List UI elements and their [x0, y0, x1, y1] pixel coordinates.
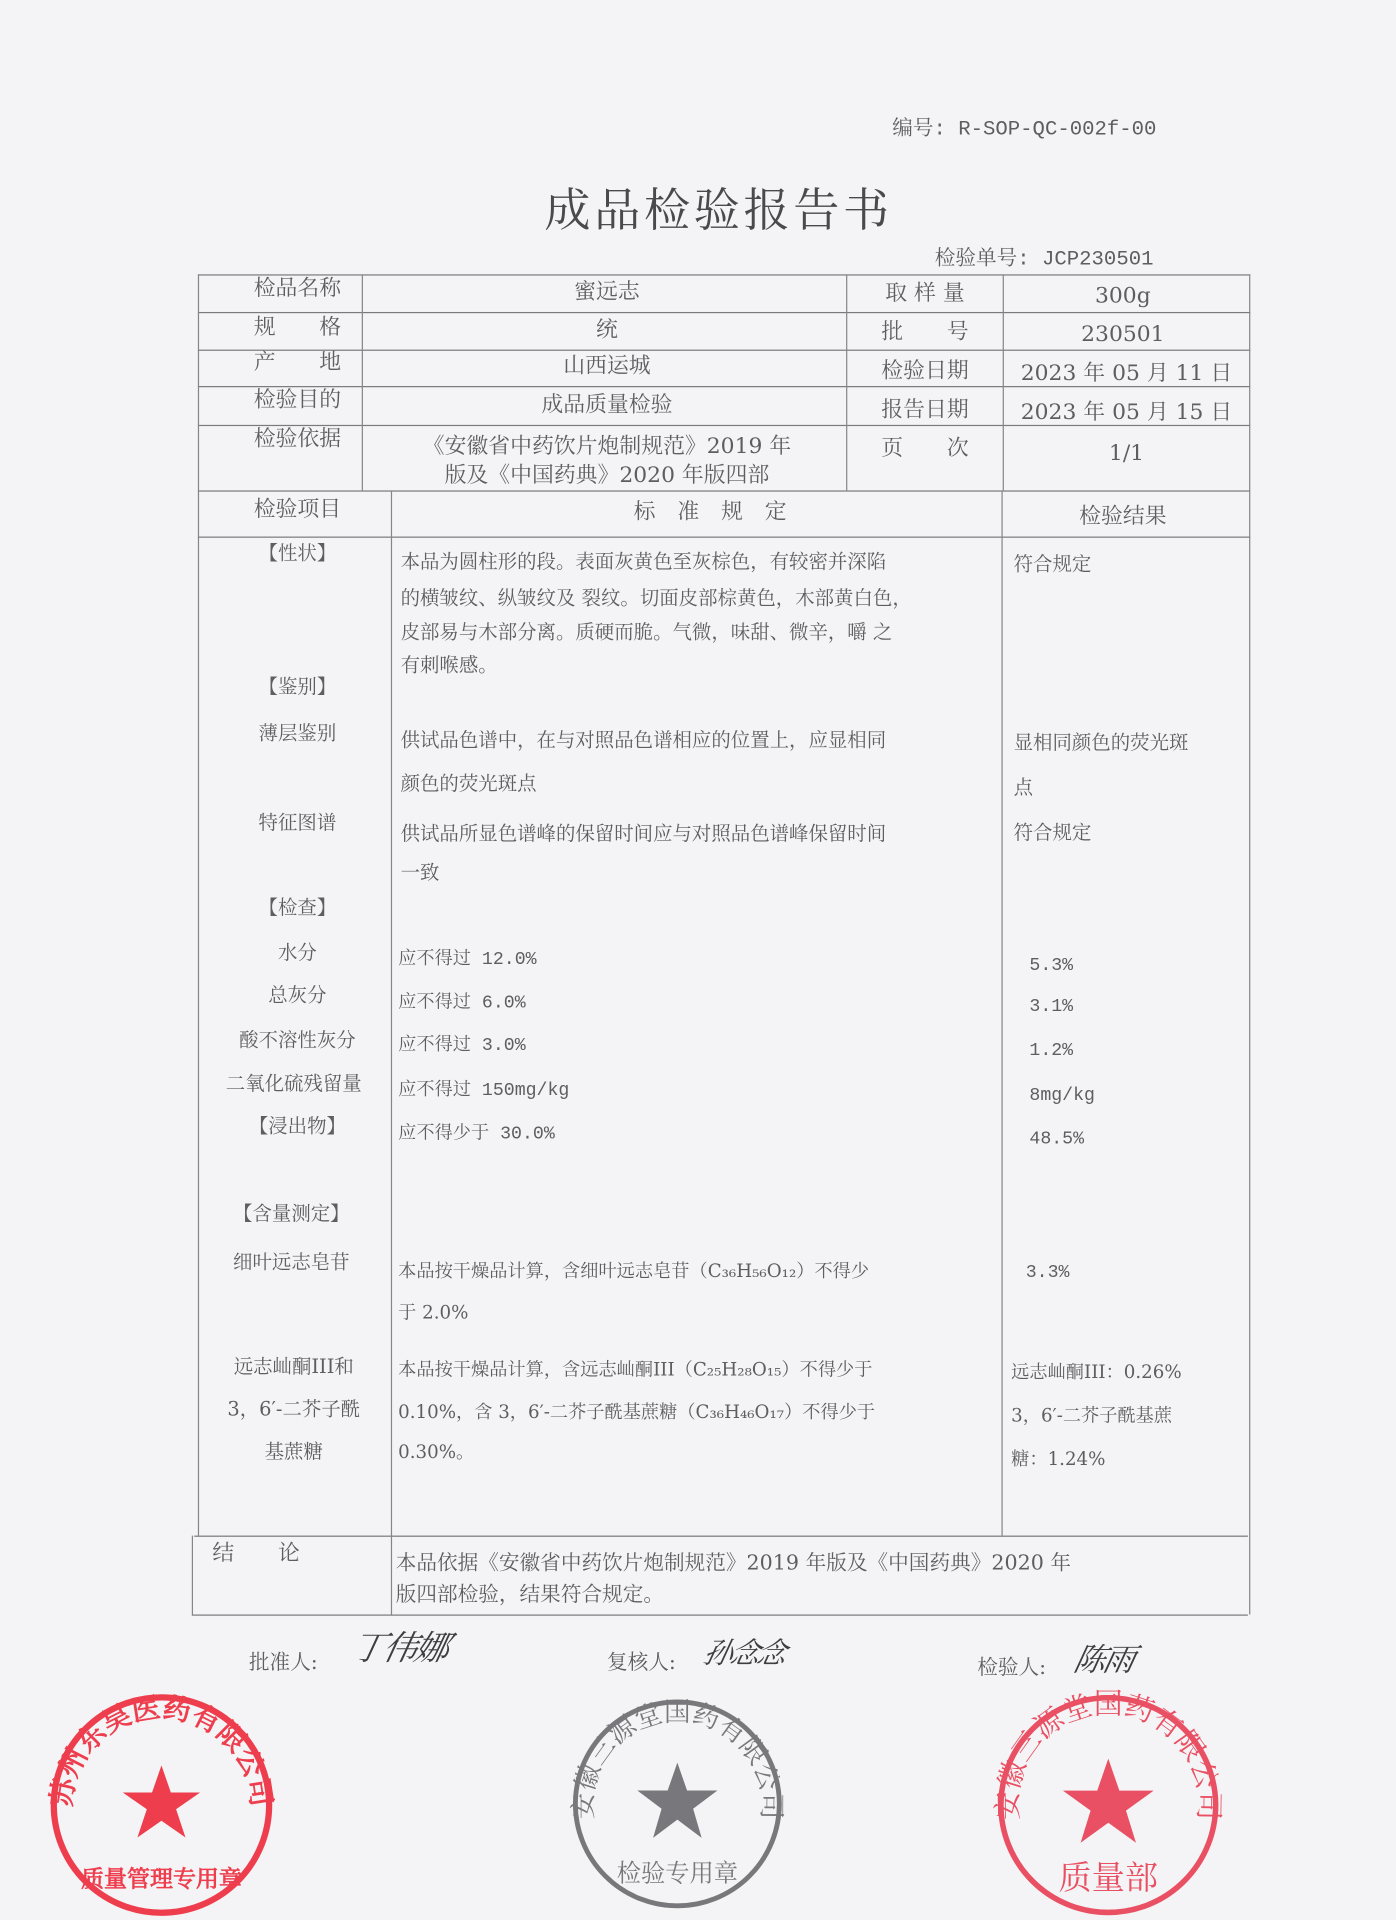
origin-label: 产 地 — [253, 349, 342, 376]
inspector-signature: 陈雨 — [1070, 1642, 1137, 1679]
svg-text:检验专用章: 检验专用章 — [616, 1858, 739, 1888]
total-ash-label: 总灰分 — [268, 983, 327, 1007]
xanthone-std-line: 0.10%，含 3，6′-二芥子酰基蔗糖（C₃₆H₄₆O₁₇）不得少于 — [398, 1400, 876, 1423]
inspection-stamp — [568, 1696, 787, 1911]
appearance-std-line: 本品为圆柱形的段。表面灰黄色至灰棕色，有较密并深陷 — [400, 549, 887, 573]
reviewer-signature: 孙念念 — [700, 1636, 788, 1671]
batch-value: 230501 — [1081, 321, 1165, 348]
test-date-value: 2023 年 05 月 11 日 — [1020, 360, 1233, 387]
fingerprint-std-line: 供试品所显色谱峰的保留时间应与对照品色谱峰保留时间 — [400, 821, 887, 845]
moisture-label: 水分 — [277, 940, 317, 964]
acid-insoluble-ash-result: 1.2% — [1029, 1040, 1074, 1061]
xanthone-std-line: 0.30%。 — [398, 1440, 475, 1463]
tenuifolin-label: 细叶远志皂苷 — [233, 1250, 350, 1274]
extract-result: 48.5% — [1029, 1128, 1085, 1150]
page-label: 页 次 — [881, 435, 969, 462]
basis-line-1: 《安徽省中药饮片炮制规范》2019 年 — [422, 433, 792, 459]
column-header-standard: 标 准 规 定 — [633, 498, 787, 525]
moisture-result: 5.3% — [1029, 955, 1074, 976]
moisture-std: 应不得过 12.0% — [398, 949, 537, 970]
test-date-label: 检验日期 — [881, 358, 969, 384]
xanthone-std-line: 本品按干燥品计算，含远志屾酮III（C₂₅H₂₈O₁₅）不得少于 — [398, 1358, 873, 1381]
appearance-std-line: 皮部易与木部分离。质硬而脆。气微，味甜、微辛，嚼 之 — [400, 620, 893, 644]
acid-insoluble-ash-std: 应不得过 3.0% — [398, 1035, 526, 1057]
report-date-value: 2023 年 05 月 15 日 — [1020, 399, 1233, 425]
basis-label: 检验依据 — [253, 426, 342, 452]
tenuifolin-std-line: 本品按干燥品计算，含细叶远志皂苷（C₃₆H₅₆O₁₂）不得少 — [398, 1260, 870, 1282]
check-label: 【检查】 — [258, 895, 337, 919]
star-icon — [1063, 1759, 1154, 1843]
appearance-result: 符合规定 — [1013, 552, 1092, 576]
tlc-std-line: 颜色的荧光斑点 — [400, 772, 537, 796]
origin-value: 山西运城 — [563, 353, 651, 379]
xanthone-result-line: 远志屾酮III：0.26% — [1011, 1360, 1182, 1383]
appearance-std-line: 有刺喉感。 — [400, 653, 498, 677]
inspector-label: 检验人: — [977, 1655, 1047, 1681]
xanthone-label-line: 基蔗糖 — [264, 1439, 323, 1463]
tenuifolin-result: 3.3% — [1025, 1262, 1070, 1284]
column-header-result: 检验结果 — [1079, 503, 1167, 530]
spec-label: 规 格 — [253, 314, 342, 340]
sample-quantity-label: 取 样 量 — [885, 280, 965, 306]
purpose-value: 成品质量检验 — [541, 392, 673, 418]
svg-text:质量部: 质量部 — [1058, 1858, 1159, 1898]
document-code: 编号: R-SOP-QC-002f-00 — [892, 118, 1157, 143]
product-name-value: 蜜远志 — [574, 279, 640, 305]
star-icon — [123, 1765, 200, 1837]
svg-text:安徽三源堂国药有限公司: 安徽三源堂国药有限公司 — [568, 1696, 787, 1820]
xanthone-result-line: 3，6′-二芥子酰基蔗 — [1011, 1404, 1173, 1427]
tlc-result-line: 点 — [1013, 775, 1034, 799]
purpose-label: 检验目的 — [253, 387, 342, 413]
total-ash-result: 3.1% — [1029, 996, 1074, 1018]
spec-value: 统 — [596, 316, 618, 343]
qa-department-stamp — [990, 1686, 1227, 1918]
reviewer-label: 复核人: — [606, 1650, 676, 1676]
fingerprint-std-line: 一致 — [400, 860, 440, 884]
xanthone-result-line: 糖：1.24% — [1011, 1448, 1106, 1471]
sample-quantity-value: 300g — [1095, 282, 1151, 309]
sulfur-dioxide-label: 二氧化硫残留量 — [225, 1071, 362, 1095]
xanthone-label-line: 3，6′-二芥子酰 — [227, 1397, 361, 1421]
fingerprint-label: 特征图谱 — [258, 810, 337, 834]
report-date-label: 报告日期 — [881, 396, 969, 423]
acid-insoluble-ash-label: 酸不溶性灰分 — [239, 1028, 356, 1052]
fingerprint-result: 符合规定 — [1013, 820, 1092, 844]
sulfur-dioxide-result: 8mg/kg — [1029, 1085, 1095, 1106]
appearance-std-line: 的横皱纹、纵皱纹及 裂纹。切面皮部棕黄色，木部黄白色， — [400, 586, 912, 610]
extract-std: 应不得少于 30.0% — [398, 1124, 555, 1145]
product-name-label: 检品名称 — [253, 275, 342, 302]
conclusion-text-line: 本品依据《安徽省中药饮片炮制规范》2019 年版及《中国药典》2020 年 — [395, 1551, 1072, 1576]
appearance-label: 【性状】 — [258, 541, 337, 565]
sulfur-dioxide-std: 应不得过 150mg/kg — [398, 1080, 570, 1102]
buyer-qa-stamp — [44, 1690, 279, 1918]
star-icon — [637, 1763, 717, 1838]
svg-text:质量管理专用章: 质量管理专用章 — [81, 1866, 242, 1893]
basis-line-2: 版及《中国药典》2020 年版四部 — [444, 462, 770, 488]
identification-label: 【鉴别】 — [258, 674, 337, 698]
tlc-result-line: 显相同颜色的荧光斑 — [1013, 730, 1189, 754]
extract-label: 【浸出物】 — [248, 1114, 346, 1138]
approver-signature: 丁伟娜 — [347, 1627, 452, 1668]
assay-label: 【含量测定】 — [233, 1201, 350, 1225]
tlc-label: 薄层鉴别 — [258, 721, 337, 745]
conclusion-label: 结 论 — [212, 1540, 300, 1566]
report-number: 检验单号: JCP230501 — [934, 248, 1154, 272]
tenuifolin-std-line: 于 2.0% — [398, 1301, 469, 1324]
svg-text:安徽三源堂国药有限公司: 安徽三源堂国药有限公司 — [990, 1686, 1227, 1821]
total-ash-std: 应不得过 6.0% — [398, 992, 526, 1014]
page-value: 1/1 — [1108, 440, 1145, 467]
page-title: 成品检验报告书 — [544, 183, 893, 237]
xanthone-label-line: 远志屾酮III和 — [233, 1354, 354, 1378]
tlc-std-line: 供试品色谱中，在与对照品色谱相应的位置上，应显相同 — [400, 728, 887, 752]
batch-label: 批 号 — [881, 319, 969, 345]
column-header-item: 检验项目 — [253, 496, 342, 522]
conclusion-text-line: 版四部检验，结果符合规定。 — [395, 1582, 665, 1608]
svg-text:苏州东昊医药有限公司: 苏州东昊医药有限公司 — [44, 1690, 279, 1809]
approver-label: 批准人: — [248, 1650, 318, 1676]
